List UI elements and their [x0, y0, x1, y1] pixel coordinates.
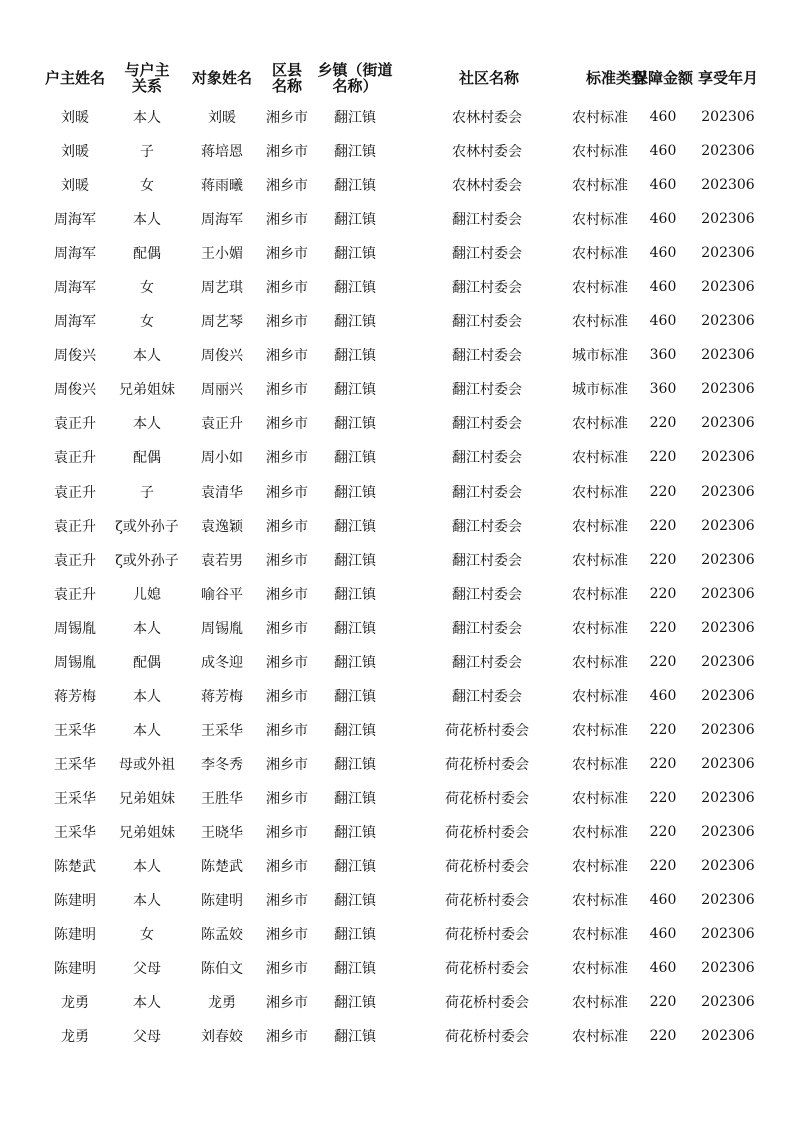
- cell-householder-name: 袁正升: [54, 416, 96, 433]
- cell-relation: 女: [140, 178, 154, 195]
- cell-recipient-name: 周艺琴: [201, 314, 243, 331]
- cell-householder-name: 刘暖: [61, 144, 89, 161]
- cell-standard-type: 农村标准: [572, 825, 628, 841]
- table-row: [38, 236, 758, 270]
- table-row: [38, 679, 758, 713]
- cell-relation: 母或外祖: [119, 756, 175, 773]
- cell-standard-type: 农村标准: [572, 961, 628, 978]
- cell-community: 荷花桥村委会: [445, 995, 529, 1012]
- cell-community: 翻江村委会: [452, 314, 522, 331]
- cell-householder-name: 袁正升: [54, 484, 96, 501]
- header-recipient-name: 对象姓名: [191, 70, 252, 86]
- cell-month: 202306: [701, 960, 755, 977]
- cell-amount: 460: [649, 177, 677, 194]
- cell-township: 翻江镇: [334, 995, 376, 1012]
- cell-relation: 本人: [133, 722, 161, 739]
- cell-month: 202306: [701, 517, 755, 534]
- table-row: [38, 270, 758, 304]
- cell-recipient-name: 王采华: [201, 722, 243, 739]
- cell-county: 湘乡市: [266, 450, 308, 467]
- cell-county: 湘乡市: [266, 756, 308, 773]
- cell-month: 202306: [701, 211, 755, 228]
- cell-month: 202306: [701, 824, 755, 840]
- cell-month: 202306: [701, 381, 755, 398]
- table-row: [38, 849, 758, 883]
- cell-householder-name: 陈建明: [54, 927, 96, 944]
- cell-amount: 220: [649, 1028, 677, 1045]
- cell-recipient-name: 陈建明: [201, 893, 243, 910]
- table-row: [38, 951, 758, 985]
- cell-amount: 460: [649, 313, 677, 330]
- cell-county: 湘乡市: [266, 995, 308, 1012]
- cell-month: 202306: [701, 347, 755, 364]
- cell-township: 翻江镇: [334, 212, 376, 229]
- table-row: [38, 577, 758, 611]
- cell-recipient-name: 成冬迎: [201, 654, 243, 671]
- cell-householder-name: 周锡胤: [54, 620, 96, 637]
- cell-county: 湘乡市: [266, 484, 308, 501]
- cell-township: 翻江镇: [334, 110, 376, 127]
- cell-standard-type: 农村标准: [572, 654, 628, 671]
- table-row: [38, 985, 758, 1019]
- cell-relation: 女: [140, 927, 154, 944]
- cell-community: 翻江村委会: [452, 450, 522, 467]
- cell-community: 翻江村委会: [452, 348, 522, 365]
- cell-standard-type: 农村标准: [572, 144, 628, 161]
- cell-county: 湘乡市: [266, 416, 308, 433]
- table-row: [38, 475, 758, 509]
- cell-community: 翻江村委会: [452, 280, 522, 297]
- cell-community: 农林村委会: [452, 144, 522, 161]
- cell-county: 湘乡市: [266, 110, 308, 127]
- cell-standard-type: 城市标准: [572, 348, 628, 365]
- cell-standard-type: 农村标准: [572, 280, 628, 297]
- cell-township: 翻江镇: [334, 927, 376, 944]
- cell-standard-type: 农村标准: [572, 178, 628, 195]
- cell-relation: 配偶: [133, 450, 161, 467]
- cell-amount: 460: [649, 926, 677, 943]
- cell-householder-name: 陈楚武: [54, 859, 96, 876]
- cell-township: 翻江镇: [334, 756, 376, 773]
- cell-recipient-name: 王晓华: [201, 825, 243, 841]
- table-row: [38, 440, 758, 474]
- cell-amount: 220: [649, 721, 677, 738]
- cell-standard-type: 农村标准: [572, 859, 628, 876]
- cell-relation: 兄弟姐妹: [119, 825, 175, 841]
- cell-community: 荷花桥村委会: [445, 1029, 529, 1046]
- cell-month: 202306: [701, 551, 755, 568]
- cell-community: 翻江村委会: [452, 212, 522, 229]
- cell-recipient-name: 蒋芳梅: [201, 688, 243, 705]
- cell-relation: 女: [140, 280, 154, 297]
- table-row: [38, 372, 758, 406]
- cell-month: 202306: [701, 721, 755, 738]
- cell-recipient-name: 周锡胤: [201, 620, 243, 637]
- cell-relation: 子: [140, 144, 154, 161]
- cell-householder-name: 周俊兴: [54, 382, 96, 399]
- table-row: [38, 883, 758, 917]
- cell-recipient-name: 袁清华: [201, 484, 243, 501]
- cell-county: 湘乡市: [266, 688, 308, 705]
- cell-month: 202306: [701, 483, 755, 500]
- cell-relation: 本人: [133, 212, 161, 229]
- cell-month: 202306: [701, 892, 755, 909]
- cell-amount: 220: [649, 415, 677, 432]
- table-row: [38, 543, 758, 577]
- cell-relation: ζ或外孙子: [115, 518, 179, 535]
- cell-amount: 220: [649, 994, 677, 1011]
- table-row: [38, 1019, 758, 1053]
- cell-relation: 父母: [133, 961, 161, 978]
- cell-householder-name: 刘暖: [61, 110, 89, 127]
- cell-community: 翻江村委会: [452, 518, 522, 535]
- cell-township: 翻江镇: [334, 518, 376, 535]
- cell-standard-type: 农村标准: [572, 110, 628, 127]
- cell-householder-name: 王采华: [54, 722, 96, 739]
- cell-township: 翻江镇: [334, 654, 376, 671]
- cell-recipient-name: 周小如: [201, 450, 243, 467]
- cell-month: 202306: [701, 245, 755, 262]
- cell-township: 翻江镇: [334, 1029, 376, 1046]
- cell-householder-name: 王采华: [54, 790, 96, 807]
- cell-recipient-name: 陈楚武: [201, 859, 243, 876]
- cell-standard-type: 农村标准: [572, 722, 628, 739]
- cell-recipient-name: 袁逸颖: [201, 518, 243, 535]
- cell-amount: 460: [649, 245, 677, 262]
- cell-month: 202306: [701, 789, 755, 806]
- cell-recipient-name: 陈孟姣: [201, 927, 243, 944]
- cell-householder-name: 周俊兴: [54, 348, 96, 365]
- cell-community: 翻江村委会: [452, 382, 522, 399]
- cell-township: 翻江镇: [334, 246, 376, 263]
- header-householder-name: 户主姓名: [44, 70, 105, 86]
- cell-township: 翻江镇: [334, 722, 376, 739]
- cell-standard-type: 农村标准: [572, 995, 628, 1012]
- cell-recipient-name: 刘暖: [208, 110, 236, 127]
- cell-month: 202306: [701, 858, 755, 875]
- header-county: 区县 名称: [271, 62, 302, 94]
- cell-relation: 本人: [133, 620, 161, 637]
- cell-standard-type: 农村标准: [572, 450, 628, 467]
- cell-relation: 本人: [133, 859, 161, 876]
- cell-county: 湘乡市: [266, 722, 308, 739]
- cell-relation: 配偶: [133, 246, 161, 263]
- cell-township: 翻江镇: [334, 178, 376, 195]
- cell-county: 湘乡市: [266, 825, 308, 841]
- cell-relation: 本人: [133, 688, 161, 705]
- cell-county: 湘乡市: [266, 314, 308, 331]
- cell-county: 湘乡市: [266, 790, 308, 807]
- cell-standard-type: 农村标准: [572, 756, 628, 773]
- cell-community: 翻江村委会: [452, 416, 522, 433]
- table-row: [38, 134, 758, 168]
- cell-relation: 女: [140, 314, 154, 331]
- cell-standard-type: 农村标准: [572, 246, 628, 263]
- cell-amount: 460: [649, 687, 677, 704]
- cell-householder-name: 蒋芳梅: [54, 688, 96, 705]
- cell-amount: 220: [649, 517, 677, 534]
- cell-amount: 220: [649, 858, 677, 875]
- cell-recipient-name: 袁正升: [201, 416, 243, 433]
- cell-recipient-name: 王小媚: [201, 246, 243, 263]
- cell-community: 荷花桥村委会: [445, 961, 529, 978]
- cell-month: 202306: [701, 313, 755, 330]
- cell-householder-name: 袁正升: [54, 450, 96, 467]
- table-row: [38, 338, 758, 372]
- cell-amount: 220: [649, 755, 677, 772]
- cell-recipient-name: 周丽兴: [201, 382, 243, 399]
- cell-recipient-name: 陈伯文: [201, 961, 243, 978]
- cell-relation: 兄弟姐妹: [119, 790, 175, 807]
- table-body: [38, 100, 758, 1053]
- cell-county: 湘乡市: [266, 280, 308, 297]
- header-relation: 与户主 关系: [124, 62, 170, 94]
- cell-month: 202306: [701, 619, 755, 636]
- cell-month: 202306: [701, 653, 755, 670]
- cell-relation: 配偶: [133, 654, 161, 671]
- cell-township: 翻江镇: [334, 620, 376, 637]
- cell-community: 农林村委会: [452, 178, 522, 195]
- cell-standard-type: 农村标准: [572, 552, 628, 569]
- cell-relation: 本人: [133, 416, 161, 433]
- cell-standard-type: 农村标准: [572, 893, 628, 910]
- cell-month: 202306: [701, 1028, 755, 1045]
- cell-month: 202306: [701, 687, 755, 704]
- cell-township: 翻江镇: [334, 961, 376, 978]
- cell-standard-type: 农村标准: [572, 518, 628, 535]
- cell-month: 202306: [701, 109, 755, 126]
- cell-recipient-name: 刘春姣: [201, 1029, 243, 1046]
- cell-standard-type: 农村标准: [572, 416, 628, 433]
- cell-amount: 460: [649, 211, 677, 228]
- cell-amount: 460: [649, 109, 677, 126]
- cell-amount: 220: [649, 653, 677, 670]
- cell-township: 翻江镇: [334, 688, 376, 705]
- table-row: [38, 815, 758, 849]
- cell-amount: 460: [649, 960, 677, 977]
- cell-recipient-name: 周海军: [201, 212, 243, 229]
- table-row: [38, 611, 758, 645]
- cell-community: 荷花桥村委会: [445, 927, 529, 944]
- cell-recipient-name: 王胜华: [201, 790, 243, 807]
- table-row: [38, 645, 758, 679]
- cell-township: 翻江镇: [334, 552, 376, 569]
- cell-township: 翻江镇: [334, 825, 376, 841]
- cell-township: 翻江镇: [334, 280, 376, 297]
- cell-month: 202306: [701, 143, 755, 160]
- cell-county: 湘乡市: [266, 586, 308, 603]
- cell-county: 湘乡市: [266, 144, 308, 161]
- cell-community: 翻江村委会: [452, 552, 522, 569]
- cell-county: 湘乡市: [266, 961, 308, 978]
- cell-relation: 本人: [133, 893, 161, 910]
- cell-relation: 子: [140, 484, 154, 501]
- cell-community: 荷花桥村委会: [445, 722, 529, 739]
- cell-county: 湘乡市: [266, 518, 308, 535]
- cell-amount: 220: [649, 789, 677, 806]
- cell-community: 荷花桥村委会: [445, 790, 529, 807]
- cell-householder-name: 王采华: [54, 756, 96, 773]
- cell-amount: 220: [649, 619, 677, 636]
- cell-standard-type: 农村标准: [572, 688, 628, 705]
- cell-householder-name: 陈建明: [54, 961, 96, 978]
- cell-relation: 儿媳: [133, 586, 161, 603]
- table-row: [38, 100, 758, 134]
- cell-recipient-name: 袁若男: [201, 552, 243, 569]
- cell-community: 农林村委会: [452, 110, 522, 127]
- cell-month: 202306: [701, 994, 755, 1011]
- cell-community: 荷花桥村委会: [445, 756, 529, 773]
- cell-householder-name: 陈建明: [54, 893, 96, 910]
- table-row: [38, 168, 758, 202]
- cell-standard-type: 农村标准: [572, 212, 628, 229]
- cell-month: 202306: [701, 177, 755, 194]
- cell-householder-name: 周海军: [54, 246, 96, 263]
- cell-amount: 360: [649, 381, 677, 398]
- cell-recipient-name: 蒋雨曦: [201, 178, 243, 195]
- cell-householder-name: 袁正升: [54, 518, 96, 535]
- cell-relation: 本人: [133, 110, 161, 127]
- cell-township: 翻江镇: [334, 859, 376, 876]
- cell-amount: 460: [649, 279, 677, 296]
- cell-householder-name: 龙勇: [61, 995, 89, 1012]
- cell-county: 湘乡市: [266, 552, 308, 569]
- cell-community: 荷花桥村委会: [445, 893, 529, 910]
- cell-amount: 460: [649, 892, 677, 909]
- cell-county: 湘乡市: [266, 620, 308, 637]
- cell-month: 202306: [701, 755, 755, 772]
- table-row: [38, 917, 758, 951]
- cell-recipient-name: 周艺琪: [201, 280, 243, 297]
- cell-householder-name: 周锡胤: [54, 654, 96, 671]
- cell-standard-type: 农村标准: [572, 927, 628, 944]
- cell-standard-type: 农村标准: [572, 1029, 628, 1046]
- cell-householder-name: 袁正升: [54, 586, 96, 603]
- cell-householder-name: 周海军: [54, 212, 96, 229]
- header-standard-type: 标准类型: [586, 69, 647, 87]
- cell-community: 荷花桥村委会: [445, 859, 529, 876]
- cell-amount: 220: [649, 551, 677, 568]
- cell-month: 202306: [701, 415, 755, 432]
- cell-county: 湘乡市: [266, 859, 308, 876]
- cell-county: 湘乡市: [266, 348, 308, 365]
- cell-community: 翻江村委会: [452, 688, 522, 705]
- table-row: [38, 406, 758, 440]
- cell-county: 湘乡市: [266, 212, 308, 229]
- cell-township: 翻江镇: [334, 144, 376, 161]
- cell-recipient-name: 喻谷平: [201, 586, 243, 603]
- table-row: [38, 202, 758, 236]
- cell-householder-name: 刘暖: [61, 178, 89, 195]
- table-row: [38, 713, 758, 747]
- cell-relation: 父母: [133, 1029, 161, 1046]
- cell-community: 翻江村委会: [452, 246, 522, 263]
- cell-recipient-name: 龙勇: [208, 995, 236, 1012]
- table-row: [38, 781, 758, 815]
- cell-householder-name: 周海军: [54, 314, 96, 331]
- cell-community: 翻江村委会: [452, 586, 522, 603]
- table-row: [38, 747, 758, 781]
- table-row: [38, 304, 758, 338]
- cell-community: 翻江村委会: [452, 484, 522, 501]
- cell-householder-name: 袁正升: [54, 552, 96, 569]
- cell-standard-type: 农村标准: [572, 620, 628, 637]
- cell-standard-type: 农村标准: [572, 586, 628, 603]
- cell-recipient-name: 周俊兴: [201, 348, 243, 365]
- cell-month: 202306: [701, 585, 755, 602]
- header-month: 享受年月: [698, 69, 759, 87]
- header-township: 乡镇（街道 名称）: [317, 62, 393, 94]
- cell-county: 湘乡市: [266, 927, 308, 944]
- cell-amount: 220: [649, 449, 677, 466]
- cell-community: 荷花桥村委会: [445, 825, 529, 841]
- cell-township: 翻江镇: [334, 314, 376, 331]
- cell-county: 湘乡市: [266, 1029, 308, 1046]
- cell-month: 202306: [701, 449, 755, 466]
- cell-month: 202306: [701, 279, 755, 296]
- table-row: [38, 509, 758, 543]
- cell-householder-name: 周海军: [54, 280, 96, 297]
- cell-township: 翻江镇: [334, 790, 376, 807]
- cell-township: 翻江镇: [334, 893, 376, 910]
- cell-community: 翻江村委会: [452, 620, 522, 637]
- cell-township: 翻江镇: [334, 450, 376, 467]
- header-amount: 保障金额: [632, 70, 693, 86]
- cell-county: 湘乡市: [266, 178, 308, 195]
- cell-relation: ζ或外孙子: [115, 552, 179, 569]
- cell-township: 翻江镇: [334, 586, 376, 603]
- cell-householder-name: 龙勇: [61, 1029, 89, 1046]
- cell-relation: 本人: [133, 348, 161, 365]
- cell-recipient-name: 蒋培恩: [201, 144, 243, 161]
- assistance-table: [38, 56, 758, 1053]
- cell-amount: 220: [649, 585, 677, 602]
- cell-township: 翻江镇: [334, 484, 376, 501]
- cell-month: 202306: [701, 926, 755, 943]
- cell-amount: 220: [649, 824, 677, 840]
- cell-standard-type: 农村标准: [572, 790, 628, 807]
- cell-county: 湘乡市: [266, 893, 308, 910]
- cell-county: 湘乡市: [266, 654, 308, 671]
- cell-amount: 220: [649, 483, 677, 500]
- cell-amount: 360: [649, 347, 677, 364]
- cell-township: 翻江镇: [334, 382, 376, 399]
- cell-recipient-name: 李冬秀: [201, 756, 243, 773]
- cell-county: 湘乡市: [266, 246, 308, 263]
- cell-community: 翻江村委会: [452, 654, 522, 671]
- cell-householder-name: 王采华: [54, 825, 96, 841]
- cell-standard-type: 城市标准: [572, 382, 628, 399]
- cell-standard-type: 农村标准: [572, 314, 628, 331]
- cell-township: 翻江镇: [334, 348, 376, 365]
- header-community: 社区名称: [458, 70, 519, 86]
- cell-relation: 本人: [133, 995, 161, 1012]
- table-header-row: [38, 56, 758, 100]
- cell-township: 翻江镇: [334, 416, 376, 433]
- cell-amount: 460: [649, 143, 677, 160]
- cell-county: 湘乡市: [266, 382, 308, 399]
- cell-relation: 兄弟姐妹: [119, 382, 175, 399]
- cell-standard-type: 农村标准: [572, 484, 628, 501]
